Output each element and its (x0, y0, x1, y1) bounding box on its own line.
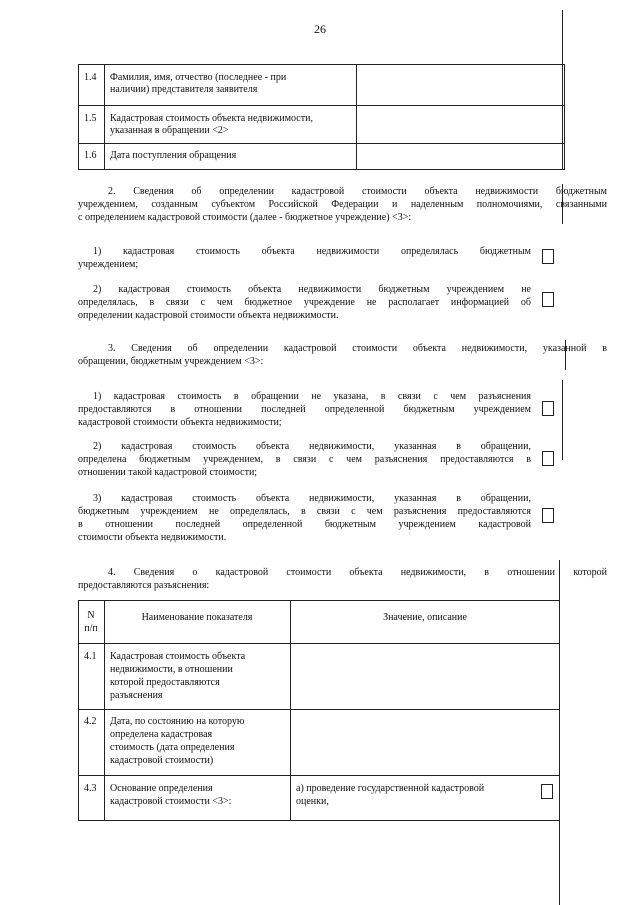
checkbox[interactable] (542, 508, 554, 523)
checkbox[interactable] (542, 249, 554, 264)
table-row (78, 64, 564, 105)
header-value: Значение, описание (383, 612, 467, 623)
section-heading-line: 2. Сведения об определении кадастровой стоимости объекта недвижимости бюджетным (108, 186, 607, 197)
option-line: 2) кадастровая стоимость объекта недвижимости, указанная в обращении, (93, 441, 531, 452)
checkbox[interactable] (541, 784, 553, 799)
section-heading-line: обращении, бюджетным учреждением <3>: (78, 356, 264, 367)
option-line: отношении такой кадастровой стоимости; (78, 467, 258, 478)
row-label-line: которой предоставляются (110, 677, 220, 688)
row-number: 1.6 (84, 150, 97, 161)
section-heading-line: 4. Сведения о кадастровой стоимости объекта недвижимости, в отношении которой (108, 567, 607, 578)
row-value-line: а) проведение государственной кадастровой (296, 783, 485, 794)
row-number: 1.5 (84, 113, 97, 124)
table-row (78, 105, 564, 143)
option-line: 1) кадастровая стоимость в обращении не указана, в связи с чем разъяснения (93, 391, 531, 402)
header-num-line: N (87, 610, 95, 621)
row-label-line: наличии) представителя заявителя (110, 84, 258, 95)
option-line: 2) кадастровая стоимость объекта недвижимости бюджетным учреждением не (93, 284, 531, 295)
row-label-line: Кадастровая стоимость объекта недвижимости, (110, 113, 313, 124)
row-number: 4.1 (84, 651, 97, 662)
row-label-line: Основание определения (110, 783, 213, 794)
checkbox[interactable] (542, 401, 554, 416)
header-name: Наименование показателя (141, 612, 253, 623)
row-value-line: оценки, (296, 796, 329, 807)
section-heading-line: предоставляются разъяснения: (78, 580, 210, 591)
row-label-line: разъяснения (110, 690, 163, 701)
section-heading-line: учреждением, созданным субъектом Российской Федерации и наделенным полномочиями, связанными (78, 199, 607, 210)
row-label-line: кадастровой стоимости <3>: (110, 796, 232, 807)
option-line: определении кадастровой стоимости объекта недвижимости. (78, 310, 339, 321)
checkbox[interactable] (542, 451, 554, 466)
row-label-line: недвижимости, в отношении (110, 664, 233, 675)
row-label-line: указанная в обращении <2> (110, 125, 229, 136)
option-line: в отношении последней определенной бюджетным учреждением кадастровой (78, 519, 531, 530)
option-line: 3) кадастровая стоимость объекта недвижимости, указанная в обращении, (93, 493, 531, 504)
option-line: стоимости объекта недвижимости. (78, 532, 227, 543)
option-line: предоставляются в отношении последней определенной бюджетным учреждением (78, 404, 531, 415)
section-heading-line: с определением кадастровой стоимости (далее - бюджетное учреждение) <3>: (78, 212, 412, 223)
option-line: определена бюджетным учреждением, в связи с чем разъяснения предоставляются в (78, 454, 531, 465)
checkbox[interactable] (542, 292, 554, 307)
row-number: 4.3 (84, 783, 97, 794)
row-label-line: Дата, по состоянию на которую (110, 716, 245, 727)
option-line: кадастровой стоимости объекта недвижимости; (78, 417, 282, 428)
page-number: 26 (314, 22, 326, 36)
option-line: бюджетным учреждением не определялась, в связи с чем разъяснения предоставляются (78, 506, 531, 517)
row-label-line: Дата поступления обращения (110, 150, 237, 161)
row-number: 4.2 (84, 716, 97, 727)
option-line: 1) кадастровая стоимость объекта недвижимости определялась бюджетным (93, 246, 531, 257)
row-label-line: кадастровой стоимости) (110, 755, 214, 766)
header-num-line: п/п (84, 623, 98, 634)
option-line: учреждением; (78, 259, 139, 270)
row-number: 1.4 (84, 72, 97, 83)
table-row (78, 143, 564, 169)
section-heading-line: 3. Сведения об определении кадастровой стоимости объекта недвижимости, указанной в (108, 343, 607, 354)
row-label-line: Фамилия, имя, отчество (последнее - при (110, 72, 287, 83)
row-label-line: определена кадастровая (110, 729, 213, 740)
row-label-line: стоимость (дата определения (110, 742, 235, 753)
row-label-line: Кадастровая стоимость объекта (110, 651, 246, 662)
option-line: определялась, в связи с чем бюджетное учреждение не располагает информацией об (78, 297, 531, 308)
